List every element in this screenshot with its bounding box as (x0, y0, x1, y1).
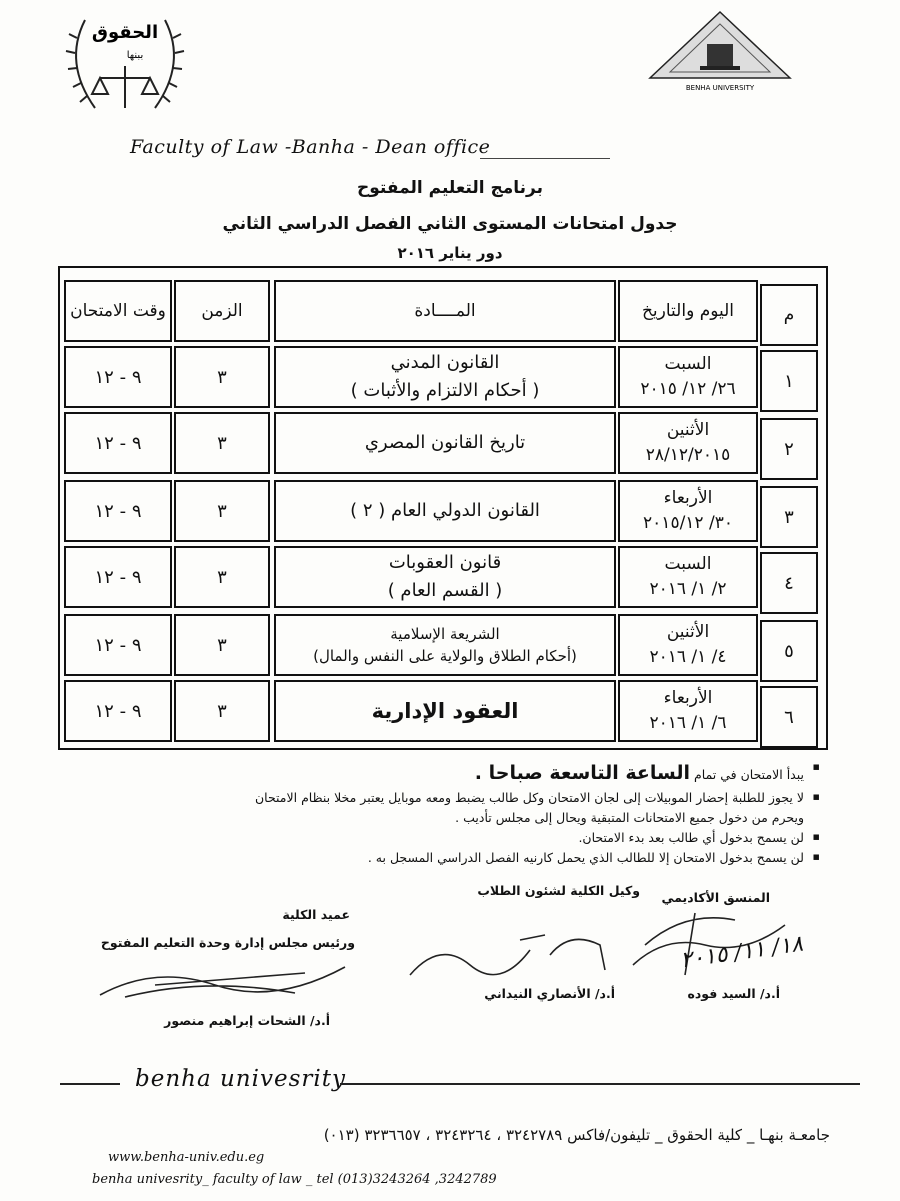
university-name: benha univesrity (135, 1066, 346, 1092)
subject-line: تاريخ القانون المصري (364, 432, 526, 454)
footer-arabic-contact: جامعـة بنهـا _ كلية الحقوق _ تليفون/فاكس ٣٢٤٢٧٨٩ ، ٣٢٤٣٢٦٤ ، ٣٢٣٦٦٥٧ (٠١٣) (323, 1126, 830, 1144)
faculty-line: Faculty of Law -Banha - Dean office (130, 136, 491, 158)
subject-line: (أحكام الطلاق والولاية على النفس والمال) (313, 647, 577, 665)
coordinator-name: أ.د/ السيد فوده (687, 986, 780, 1001)
faculty-divider (480, 158, 610, 159)
header-cell-duration: الزمن (174, 280, 270, 342)
subject-line: قانون العقوبات (388, 552, 502, 574)
table-row-day (618, 546, 758, 608)
table-row-time: ٩ - ١٢ (64, 546, 172, 608)
day-name: الأثنين (666, 419, 710, 440)
table-row-day (618, 614, 758, 676)
table-row-day (618, 680, 758, 742)
table-row-subject (274, 614, 616, 676)
subject-line: القانون المدني (390, 352, 500, 374)
subject-line: العقود الإدارية (371, 699, 519, 723)
table-row-num: ٢ (760, 418, 818, 480)
note-mobile: ▪ لا يجوز للطلبة إحضار الموبيلات إلى لجان الامتحان وكل طالب يضبط ومعه موبايل يعتبر مخلا بنظام الامتحان (110, 788, 820, 808)
dean-title: عميد الكلية (282, 907, 350, 922)
exam-schedule-table (58, 266, 828, 750)
table-row-subject (274, 412, 616, 474)
exam-date: ٣٠/ ٢٠١٥/١٢ (643, 513, 733, 533)
day-name: الأربعاء (663, 687, 713, 708)
header-cell-subject: المــــادة (274, 280, 616, 342)
day-name: السبت (664, 553, 712, 574)
table-row-time: ٩ - ١٢ (64, 412, 172, 474)
dean-name: أ.د/ الشحات إبراهيم منصور (164, 1013, 330, 1028)
day-name: السبت (664, 353, 712, 374)
table-row-duration: ٣ (174, 412, 270, 474)
table-row-num: ٦ (760, 686, 818, 748)
note-start-time (110, 758, 820, 788)
exam-date: ٢/ ١/ ٢٠١٦ (649, 579, 727, 599)
exam-notes (110, 758, 820, 868)
table-row-time: ٩ - ١٢ (64, 346, 172, 408)
exam-date: ٢٦/ ١٢/ ٢٠١٥ (640, 379, 736, 399)
table-row-num: ١ (760, 350, 818, 412)
vice-dean-signature (400, 920, 630, 985)
table-row-subject (274, 346, 616, 408)
table-row-subject (274, 546, 616, 608)
table-row-duration: ٣ (174, 346, 270, 408)
program-title: برنامج التعليم المفتوح (357, 178, 543, 198)
table-row-day (618, 346, 758, 408)
coordinator-date: ١٨/ ١١/ ٢٠١٥ (678, 931, 805, 974)
table-row-subject (274, 480, 616, 542)
subject-line: القانون الدولي العام ( ٢ ) (350, 500, 540, 522)
footer-rule-right (340, 1083, 860, 1085)
session-title: دور يناير ٢٠١٦ (397, 244, 503, 262)
subject-line: ( القسم العام ) (387, 580, 503, 601)
note-start-prefix: يبدأ الامتحان في تمام (694, 767, 804, 782)
footer-english-contact: benha univesrity_ faculty of law _ tel (013)3243264 ,3242789 (92, 1172, 497, 1187)
table-row-num: ٣ (760, 486, 818, 548)
svg-text:الحقوق: الحقوق (91, 22, 159, 43)
vice-dean-title: وكيل الكلية لشئون الطلاب (477, 883, 640, 898)
table-row-num: ٤ (760, 552, 818, 614)
table-row-duration: ٣ (174, 614, 270, 676)
note-card: ▪ لن يسمح بدخول الامتحان إلا للطالب الذي يحمل كارنيه الفصل الدراسي المسجل به . (110, 848, 820, 868)
svg-text:BENHA UNIVERSITY: BENHA UNIVERSITY (685, 84, 755, 92)
day-name: الأثنين (666, 621, 710, 642)
table-row-time: ٩ - ١٢ (64, 480, 172, 542)
coordinator-title: المنسق الأكاديمي (661, 890, 770, 905)
table-row-duration: ٣ (174, 680, 270, 742)
table-row-day (618, 480, 758, 542)
header-cell-num: م (760, 284, 818, 346)
exam-date: ٤/ ١/ ٢٠١٦ (649, 647, 727, 667)
faculty-of-law-logo (55, 8, 195, 126)
table-row-day (618, 412, 758, 474)
dean-signature (95, 955, 355, 1005)
table-row-subject (274, 680, 616, 742)
footer-website: www.benha-univ.edu.eg (108, 1150, 265, 1165)
note-mobile-cont: ويحرم من دخول جميع الامتحانات المتبقية ويحال إلى مجلس تأديب . (455, 810, 804, 826)
note-start-hour: الساعة التاسعة صباحا . (474, 762, 691, 784)
benha-university-logo (645, 8, 795, 96)
note-late: ▪ لن يسمح بدخول أي طالب بعد بدء الامتحان. (110, 828, 820, 848)
header-cell-day: اليوم والتاريخ (618, 280, 758, 342)
table-row-duration: ٣ (174, 480, 270, 542)
table-row-duration: ٣ (174, 546, 270, 608)
subject-line: الشريعة الإسلامية (390, 624, 500, 643)
exam-date: ٦/ ١/ ٢٠١٦ (649, 713, 727, 733)
subject-line: ( أحكام الالتزام والأثبات ) (350, 380, 540, 401)
day-name: الأربعاء (663, 487, 713, 508)
table-row-num: ٥ (760, 620, 818, 682)
dean-board-title: ورئيس مجلس إدارة وحدة التعليم المفتوح (100, 935, 355, 950)
footer-rule-left (60, 1083, 120, 1085)
vice-dean-name: أ.د/ الأنصاري النيداني (484, 986, 615, 1001)
header-cell-time: وقت الامتحان (64, 280, 172, 342)
schedule-title: جدول امتحانات المستوى الثاني الفصل الدراسي الثاني (222, 214, 678, 234)
svg-text:ببنها: ببنها (126, 50, 144, 61)
table-row-time: ٩ - ١٢ (64, 680, 172, 742)
exam-date: ٢٨/١٢/٢٠١٥ (645, 445, 731, 465)
table-row-time: ٩ - ١٢ (64, 614, 172, 676)
